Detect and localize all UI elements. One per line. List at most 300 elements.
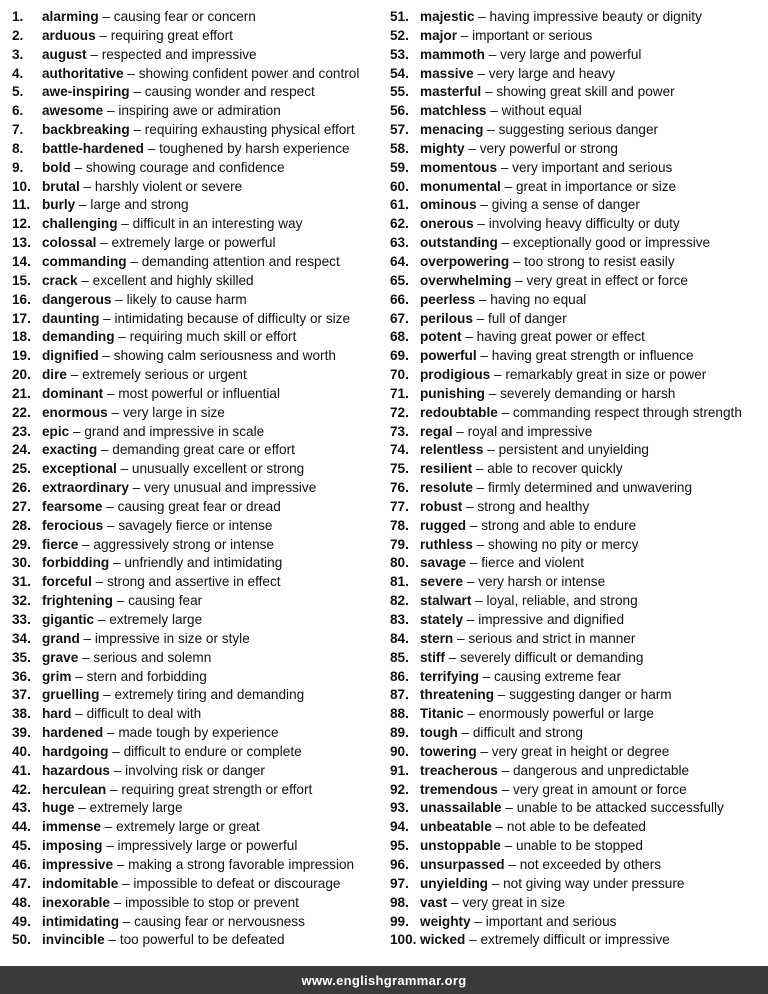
item-separator: – [126,253,142,269]
item-separator: – [472,480,489,496]
item-definition: showing courage and confidence [85,159,285,175]
list-item [12,686,390,705]
item-number: 25. [12,461,31,477]
item-number: 23. [12,423,31,439]
item-number: 94. [390,819,409,835]
item-word: epic [42,423,70,439]
item-separator: – [481,84,497,100]
item-number: 48. [12,894,31,910]
list-item [12,102,390,121]
item-separator: – [483,442,499,458]
item-number: 60. [390,178,409,194]
item-number: 88. [390,706,409,722]
item-word: bold [42,159,71,175]
item-word: threatening [420,687,495,703]
item-definition: very unusual and impressive [144,480,317,496]
item-word: relentless [420,442,484,458]
item-definition: very important and serious [512,159,673,175]
item-separator: – [79,630,95,646]
item-definition: strong and assertive in effect [106,574,281,590]
item-number: 26. [12,480,31,496]
item-word: monumental [420,178,501,194]
item-definition: demanding attention and respect [141,253,340,269]
item-word: mammoth [420,46,485,62]
item-separator: – [107,404,123,420]
item-word: hard [42,706,72,722]
item-word: frightening [42,593,113,609]
item-number: 85. [390,649,409,665]
item-word: dire [42,367,67,383]
item-number: 18. [12,329,31,345]
list-item [390,762,768,781]
item-definition: severely difficult or demanding [460,649,644,665]
item-separator: – [494,687,510,703]
item-number: 89. [390,725,409,741]
item-definition: requiring great effort [110,27,233,43]
footer-website-link[interactable]: www.englishgrammar.org [301,972,467,988]
list-item [390,536,768,555]
item-word: imposing [42,838,103,854]
item-separator: – [465,932,481,948]
item-word: overpowering [420,253,510,269]
item-word: stiff [420,649,445,665]
item-separator: – [98,348,114,364]
item-definition: grand and impressive in scale [84,423,265,439]
item-word: grand [42,630,80,646]
item-word: potent [420,329,462,345]
item-number: 35. [12,649,31,665]
list-item [12,837,390,856]
item-number: 13. [12,235,31,251]
list-item [390,705,768,724]
item-definition: difficult in an interesting way [132,216,303,232]
item-separator: – [478,668,495,684]
item-number: 30. [12,555,31,571]
item-word: unassailable [420,800,502,816]
item-separator: – [472,310,488,326]
item-word: burly [42,197,76,213]
item-definition: having impressive beauty or dignity [489,9,702,24]
item-definition: without equal [501,103,582,119]
list-item [390,743,768,762]
list-item [12,536,390,555]
item-word: awe-inspiring [42,84,130,100]
item-number: 40. [12,743,31,759]
list-item [390,781,768,800]
item-number: 53. [390,46,409,62]
item-word: severe [420,574,464,590]
item-definition: very powerful or strong [479,140,618,156]
item-number: 65. [390,272,409,288]
item-number: 10. [12,178,31,194]
item-number: 71. [390,385,409,401]
item-separator: – [491,819,507,835]
item-number: 99. [390,913,409,929]
item-definition: very great in height or degree [491,743,670,759]
item-number: 22. [12,404,31,420]
item-word: demanding [42,329,115,345]
item-number: 92. [390,781,409,797]
list-item [12,630,390,649]
item-word: outstanding [420,235,498,251]
item-word: hardened [42,725,104,741]
item-number: 57. [390,122,409,138]
list-item [390,83,768,102]
item-number: 91. [390,762,409,778]
item-separator: – [75,197,91,213]
item-separator: – [103,103,119,119]
item-number: 12. [12,216,31,232]
item-separator: – [77,272,93,288]
item-separator: – [476,197,492,213]
item-word: hazardous [42,762,110,778]
item-word: momentous [420,159,498,175]
list-item [390,668,768,687]
item-number: 9. [12,159,24,175]
list-item [390,592,768,611]
item-number: 7. [12,122,24,138]
item-definition: very great in effect or force [526,272,688,288]
item-number: 3. [12,46,24,62]
list-item [12,743,390,762]
item-number: 95. [390,838,409,854]
list-item [12,517,390,536]
item-definition: impossible to stop or prevent [125,894,299,910]
item-separator: – [466,555,482,571]
item-number: 4. [12,65,24,81]
item-number: 50. [12,932,31,948]
item-word: exacting [42,442,98,458]
item-separator: – [128,480,145,496]
item-word: terrifying [420,668,479,684]
item-separator: – [509,253,525,269]
item-definition: exceptionally good or impressive [512,235,711,251]
list-item [390,291,768,310]
item-word: menacing [420,122,484,138]
list-item [390,875,768,894]
item-separator: – [113,856,129,872]
item-number: 70. [390,367,409,383]
list-item [390,837,768,856]
list-item [390,310,768,329]
item-definition: showing no pity or mercy [488,536,639,552]
item-number: 31. [12,574,31,590]
item-definition: serious and strict in manner [468,630,636,646]
item-separator: – [483,122,499,138]
item-definition: causing great fear or dread [117,498,281,514]
item-definition: important or serious [472,27,593,43]
list-item [390,913,768,932]
item-definition: large and strong [90,197,189,213]
item-word: inexorable [42,894,110,910]
item-separator: – [118,875,134,891]
item-word: challenging [42,216,118,232]
item-number: 61. [390,197,409,213]
item-separator: – [464,140,480,156]
word-list [12,8,768,950]
item-number: 21. [12,385,31,401]
item-word: majestic [420,9,475,24]
list-item [12,554,390,573]
item-separator: – [110,894,126,910]
item-word: vast [420,894,448,910]
item-definition: difficult to endure or complete [123,743,302,759]
item-number: 32. [12,593,31,609]
item-definition: impressive and dignified [478,612,625,627]
list-item [390,253,768,272]
item-definition: likely to cause harm [126,291,247,307]
list-item [390,347,768,366]
item-separator: – [70,159,86,175]
item-word: tremendous [420,781,498,797]
item-number: 96. [390,856,409,872]
item-word: Titanic [420,706,464,722]
item-definition: full of danger [488,310,567,326]
item-number: 55. [390,84,409,100]
list-item [390,140,768,159]
item-separator: – [71,706,87,722]
item-separator: – [117,216,133,232]
item-definition: very large in size [122,404,225,420]
list-item [390,611,768,630]
item-definition: extremely large or great [116,819,260,835]
item-word: ominous [420,197,477,213]
item-word: robust [420,498,463,514]
item-word: stern [420,630,454,646]
item-definition: not exceeded by others [519,856,662,872]
item-number: 16. [12,291,31,307]
item-separator: – [78,536,94,552]
list-item [12,611,390,630]
item-number: 78. [390,517,409,533]
list-item [12,121,390,140]
item-definition: not giving way under pressure [503,875,685,891]
item-number: 49. [12,913,31,929]
item-definition: too strong to resist easily [524,253,675,269]
item-word: authoritative [42,65,124,81]
item-definition: able to recover quickly [487,461,623,477]
item-definition: remarkably great in size or power [505,367,707,383]
item-separator: – [497,235,513,251]
item-definition: causing wonder and respect [144,84,315,100]
item-definition: extremely serious or urgent [82,367,247,383]
item-definition: involving risk or danger [125,762,265,778]
item-number: 34. [12,630,31,646]
item-definition: toughened by harsh experience [159,140,350,156]
item-definition: impressively large or powerful [117,838,298,854]
list-item [12,441,390,460]
item-definition: unfriendly and intimidating [124,555,283,571]
item-number: 45. [12,838,31,854]
list-item [390,121,768,140]
item-word: redoubtable [420,404,498,420]
item-number: 54. [390,65,409,81]
item-word: dangerous [42,291,112,307]
list-item [390,159,768,178]
list-item [390,554,768,573]
item-number: 19. [12,348,31,364]
item-separator: – [95,27,111,43]
list-item [12,875,390,894]
item-separator: – [463,612,479,627]
list-item [12,649,390,668]
item-separator: – [484,385,501,401]
item-definition: involving heavy difficulty or duty [488,216,680,232]
list-item [12,799,390,818]
item-word: peerless [420,291,476,307]
item-definition: fierce and violent [481,555,585,571]
item-word: ferocious [42,517,104,533]
list-item [12,234,390,253]
item-word: arduous [42,27,96,43]
item-definition: intimidating because of difficulty or size [114,310,351,326]
item-word: invincible [42,932,105,948]
item-number: 52. [390,27,409,43]
item-separator: – [123,65,139,81]
item-number: 36. [12,668,31,684]
item-word: rugged [420,517,467,533]
item-separator: – [112,593,129,609]
item-definition: extremely large [109,612,203,627]
item-definition: severely demanding or harsh [500,385,676,401]
item-word: impressive [42,856,114,872]
item-separator: – [486,103,502,119]
item-word: onerous [420,216,474,232]
item-definition: excellent and highly skilled [92,272,254,288]
item-word: towering [420,743,477,759]
list-item [12,762,390,781]
item-number: 80. [390,555,409,571]
item-separator: – [103,517,119,533]
item-definition: impossible to defeat or discourage [133,875,341,891]
list-item [390,27,768,46]
item-word: treacherous [420,762,498,778]
item-separator: – [103,385,119,401]
item-word: commanding [42,253,127,269]
item-definition: requiring great strength or effort [121,781,313,797]
item-number: 33. [12,612,31,627]
item-separator: – [444,649,461,665]
item-definition: difficult and strong [472,725,583,741]
item-definition: difficult to deal with [86,706,202,722]
item-definition: aggressively strong or intense [93,536,274,552]
item-separator: – [69,423,85,439]
item-number: 37. [12,687,31,703]
item-separator: – [490,367,506,383]
item-number: 75. [390,461,409,477]
item-word: regal [420,423,453,439]
item-number: 72. [390,404,409,420]
item-number: 42. [12,781,31,797]
item-definition: serious and solemn [93,649,212,665]
list-item [390,686,768,705]
item-definition: loyal, reliable, and strong [486,593,638,609]
list-item [390,894,768,913]
item-word: weighty [420,913,471,929]
list-item [12,272,390,291]
list-item [12,913,390,932]
item-separator: – [100,819,117,835]
list-item [390,724,768,743]
item-word: enormous [42,404,108,420]
list-item [390,102,768,121]
item-definition: very large and powerful [500,46,642,62]
item-definition: made tough by experience [118,725,279,741]
item-word: wicked [420,932,466,948]
item-separator: – [487,875,504,891]
footer-banner [0,966,768,994]
item-separator: – [129,122,145,138]
item-word: exceptional [42,461,117,477]
item-separator: – [98,9,114,24]
item-definition: stern and forbidding [86,668,207,684]
item-separator: – [476,348,492,364]
item-separator: – [497,404,513,420]
item-definition: most powerful or influential [118,385,280,401]
item-word: dignified [42,348,99,364]
list-item [12,781,390,800]
item-definition: important and serious [485,913,617,929]
item-separator: – [97,442,113,458]
item-separator: – [472,461,488,477]
item-word: daunting [42,310,100,326]
item-separator: – [78,649,94,665]
item-separator: – [504,856,520,872]
item-separator: – [484,46,501,62]
list-item [12,27,390,46]
list-item [390,517,768,536]
item-word: unstoppable [420,838,501,854]
item-definition: having great power or effect [476,329,645,345]
item-number: 58. [390,140,409,156]
list-item [12,385,390,404]
item-number: 84. [390,630,409,646]
list-item [12,65,390,84]
item-separator: – [86,46,102,62]
item-definition: making a strong favorable impression [128,856,355,872]
list-item [12,724,390,743]
item-word: grave [42,649,79,665]
list-item [12,498,390,517]
item-number: 76. [390,480,409,496]
item-word: august [42,46,87,62]
item-word: matchless [420,103,487,119]
item-number: 11. [12,197,31,213]
list-item [12,705,390,724]
item-word: unbeatable [420,819,492,835]
item-definition: showing calm seriousness and worth [113,348,336,364]
item-separator: – [74,800,90,816]
item-word: mighty [420,140,465,156]
item-number: 59. [390,159,409,175]
item-separator: – [79,178,95,194]
item-number: 47. [12,875,31,891]
item-definition: impressive in size or style [94,630,250,646]
item-word: colossal [42,235,97,251]
list-item [390,573,768,592]
list-item [12,328,390,347]
item-definition: extremely large or powerful [111,235,276,251]
item-separator: – [111,291,127,307]
item-definition: showing great skill and power [496,84,675,100]
item-definition: having great strength or influence [491,348,694,364]
word-list-column-left [12,8,390,950]
item-word: savage [420,555,467,571]
item-number: 100. [390,932,417,948]
item-word: extraordinary [42,480,129,496]
item-separator: – [466,517,482,533]
item-definition: extremely large [89,800,183,816]
